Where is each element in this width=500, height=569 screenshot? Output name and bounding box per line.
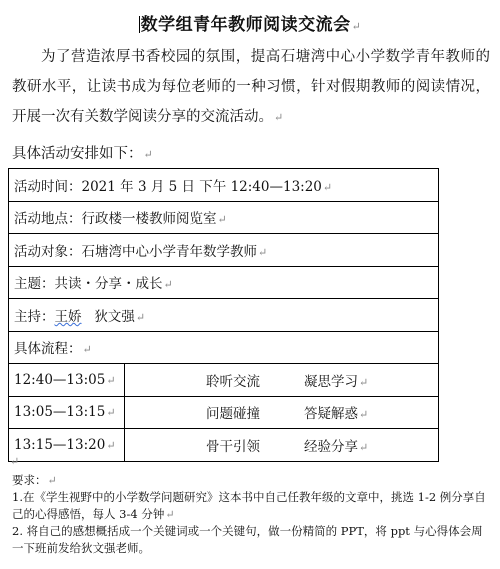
paragraph-mark-icon: ↵ (143, 148, 153, 161)
table-row (9, 331, 439, 364)
paragraph-mark-icon: ↵ (274, 111, 284, 124)
text-cursor (139, 16, 140, 33)
table-row (9, 364, 439, 397)
schedule-time: 13:15—13:20↵ (9, 429, 125, 462)
intro-text: 为了营造浓厚书香校园的氛围，提高石塘湾中心小学数学青年教师的教研水平，让读书成为每位老师的一种习惯，针对假期教师的阅读情况，开展一次有关数学阅读分享的交流活动。 (12, 49, 490, 125)
row-audience: 活动对象：石塘湾中心小学青年数学教师↵ (9, 234, 439, 267)
document-title (0, 10, 500, 35)
row-theme: 主题：共读・分享・成长↵ (9, 266, 439, 299)
row-location: 活动地点：行政楼一楼教师阅览室↵ (9, 201, 439, 234)
host-name-spellcheck: 王娇 (54, 308, 82, 325)
requirement-item: 1.在《学生视野中的小学数学问题研究》这本书中自己任教年级的文章中，挑选 1-2 例分享自己的心得感悟，每人 3-4 分钟↵ (12, 490, 486, 521)
paragraph-mark-icon: ↵ (10, 455, 20, 468)
table-row (9, 299, 439, 332)
table-row (9, 266, 439, 299)
intro-paragraph (12, 42, 490, 133)
activity-table (8, 168, 439, 462)
requirements (12, 472, 492, 557)
requirement-item: 2. 将自己的感想概括成一个关键词或一个关键句，做一份精简的 PPT，将 ppt 与心得体会周一下班前发给狄文强老师。 (12, 524, 483, 555)
title-text: 数学组青年教师阅读交流会 (140, 15, 351, 35)
paragraph-mark-icon: ↵ (351, 20, 362, 33)
schedule-time: 13:05—13:15↵ (9, 396, 125, 429)
table-row (9, 396, 439, 429)
table-row (9, 201, 439, 234)
schedule-activity: 问题碰撞 答疑解惑↵ (125, 396, 439, 429)
table-row (9, 429, 439, 462)
schedule-activity: 骨干引领 经验分享↵ (125, 429, 439, 462)
schedule-activity: 聆听交流 凝思学习↵ (125, 364, 439, 397)
schedule-time: 12:40—13:05↵ (9, 364, 125, 397)
table-row (9, 234, 439, 267)
requirements-heading: 要求：↵ (12, 473, 57, 487)
row-host: 主持：王娇 狄文强↵ (9, 299, 439, 332)
arrangement-heading: 具体活动安排如下：↵ (12, 146, 153, 162)
row-process: 具体流程：↵ (9, 331, 439, 364)
table-row (9, 169, 439, 202)
row-time: 活动时间：2021 年 3 月 5 日 下午 12:40—13:20↵ (9, 169, 439, 202)
